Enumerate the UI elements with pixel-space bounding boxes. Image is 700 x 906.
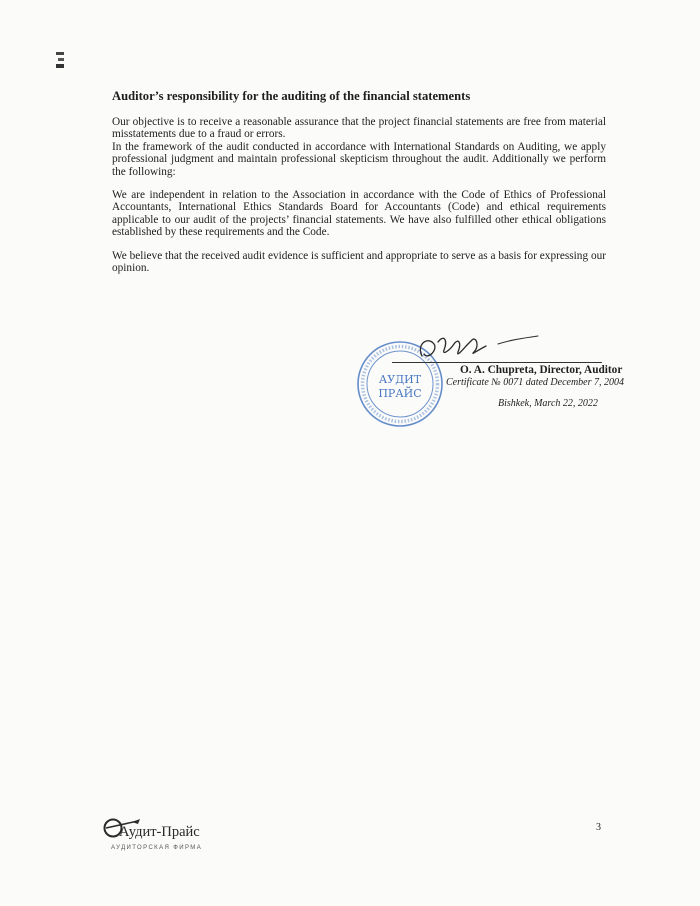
signature-line xyxy=(392,362,602,363)
stamp-text-bottom: ПРАЙС xyxy=(378,387,422,400)
paragraph-evidence: We believe that the received audit evidence is sufficient and appropriate to serve as a basis for expressing our opinion. xyxy=(112,249,606,275)
logo-wordmark: Аудит-Прайс xyxy=(119,824,200,840)
paragraph-independence: We are independent in relation to the Association in accordance with the Code of Ethics of Professional Accountants, International Ethics Standards Board for Accountants (Code) and ethical requirements applicable to our audit of the projects’ financial statements. We have also fulfilled other ethical obligations established by these requirements and the Code. xyxy=(112,189,606,239)
signer-name: O. A. Chupreta, Director, Auditor xyxy=(460,364,623,376)
scan-artifact-mark xyxy=(56,52,66,72)
logo-subtitle: АУДИТОРСКАЯ ФИРМА xyxy=(111,845,203,851)
company-logo xyxy=(102,815,203,859)
certificate-info: Certificate № 0071 dated December 7, 2004 xyxy=(446,377,625,388)
signature-block xyxy=(350,330,625,450)
page-number: 3 xyxy=(596,822,601,833)
document-body xyxy=(112,89,606,285)
paragraph-framework: In the framework of the audit conducted in accordance with International Standards on Auditing, we apply professional judgment and maintain professional skepticism throughout the audit. Additionally we perform the following: xyxy=(112,140,606,178)
section-heading: Auditor’s responsibility for the auditing of the financial statements xyxy=(112,89,471,103)
place-and-date: Bishkek, March 22, 2022 xyxy=(498,398,598,409)
stamp-text-top: АУДИТ xyxy=(378,373,422,386)
paragraph-objective: Our objective is to receive a reasonable assurance that the project financial statements are free from material misstatements due to a fraud or errors. xyxy=(112,116,606,141)
